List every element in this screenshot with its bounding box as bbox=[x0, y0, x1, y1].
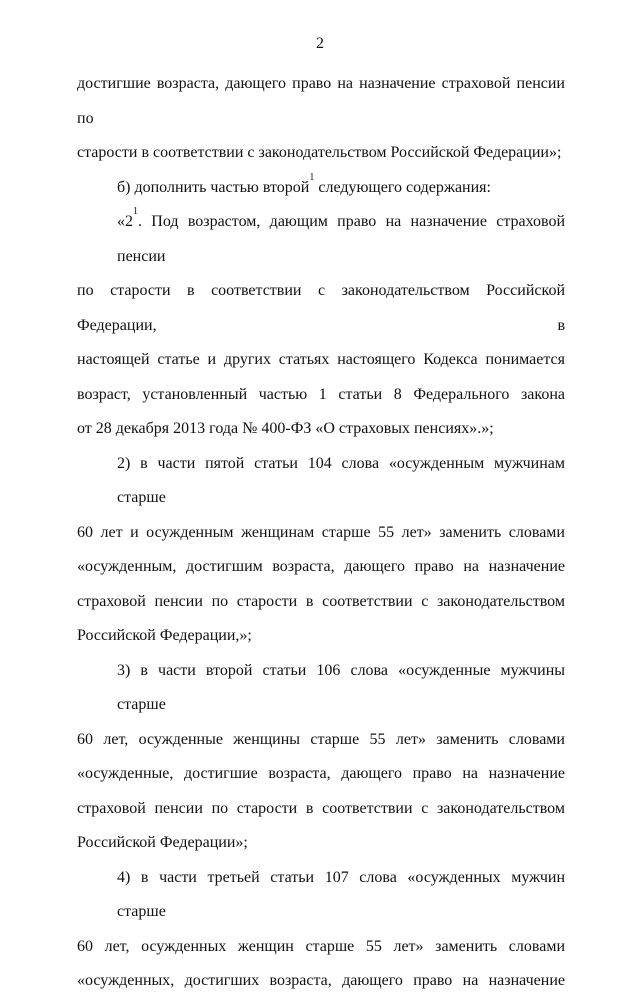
text-line bbox=[77, 205, 565, 274]
superscript: 1 bbox=[309, 171, 315, 183]
paragraph-item-3 bbox=[77, 654, 565, 861]
text-line: страховой пенсии по старости в соответствии с законодательством bbox=[77, 592, 565, 610]
paragraph-continuation bbox=[77, 67, 565, 171]
text-line: Российской Федерации»; bbox=[77, 834, 248, 851]
text-line: «осужденные, достигшие возраста, дающего право на назначение bbox=[77, 765, 565, 782]
text-line: достигшие возраста, дающего право на назначение страховой пенсии по bbox=[77, 75, 565, 127]
text-line: 2) в части пятой статьи 104 слова «осужденным мужчинам старше bbox=[117, 454, 565, 506]
text-fragment: б) дополнить частью второй bbox=[117, 178, 310, 196]
text-line: 60 лет и осужденным женщинам старше 55 лет» заменить словами bbox=[77, 523, 565, 541]
paragraph-item-4 bbox=[77, 861, 565, 999]
text-line: 60 лет, осужденные женщины старше 55 лет» заменить словами bbox=[77, 730, 565, 748]
text-line: старости в соответствии с законодательством Российской Федерации»; bbox=[77, 144, 562, 161]
text-line: от 28 декабря 2013 года № 400-ФЗ «О страховых пенсиях».»; bbox=[77, 420, 494, 437]
text-line: Российской Федерации,»; bbox=[77, 627, 252, 644]
text-line: настоящей статье и других статьях настоящего Кодекса понимается bbox=[77, 351, 565, 368]
paragraph-b bbox=[77, 171, 565, 206]
superscript: 1 bbox=[133, 206, 138, 217]
text-line bbox=[77, 171, 565, 206]
text-line: 3) в части второй статьи 106 слова «осужденные мужчины старше bbox=[117, 661, 565, 713]
text-fragment: «2 bbox=[117, 213, 133, 230]
page-number: 2 bbox=[316, 35, 324, 52]
text-line: «осужденным, достигшим возраста, дающего право на назначение bbox=[77, 558, 565, 575]
text-line: по старости в соответствии с законодательством Российской Федерации, в bbox=[77, 282, 565, 334]
text-fragment: . Под возрастом, дающим право на назначение страховой пенсии bbox=[117, 213, 565, 265]
text-line: «осужденных, достигших возраста, дающего право на назначение bbox=[77, 972, 565, 989]
paragraph-item-2 bbox=[77, 447, 565, 654]
paragraph-quote bbox=[77, 205, 565, 447]
document-body bbox=[77, 67, 565, 999]
text-line: 60 лет, осужденных женщин старше 55 лет» заменить словами bbox=[77, 937, 565, 955]
text-line: страховой пенсии по старости в соответствии с законодательством bbox=[77, 799, 565, 817]
text-line: возраст, установленный частью 1 статьи 8 Федерального закона bbox=[77, 385, 565, 403]
text-fragment: следующего содержания: bbox=[314, 178, 491, 196]
text-line: 4) в части третьей статьи 107 слова «осужденных мужчин старше bbox=[117, 868, 565, 920]
